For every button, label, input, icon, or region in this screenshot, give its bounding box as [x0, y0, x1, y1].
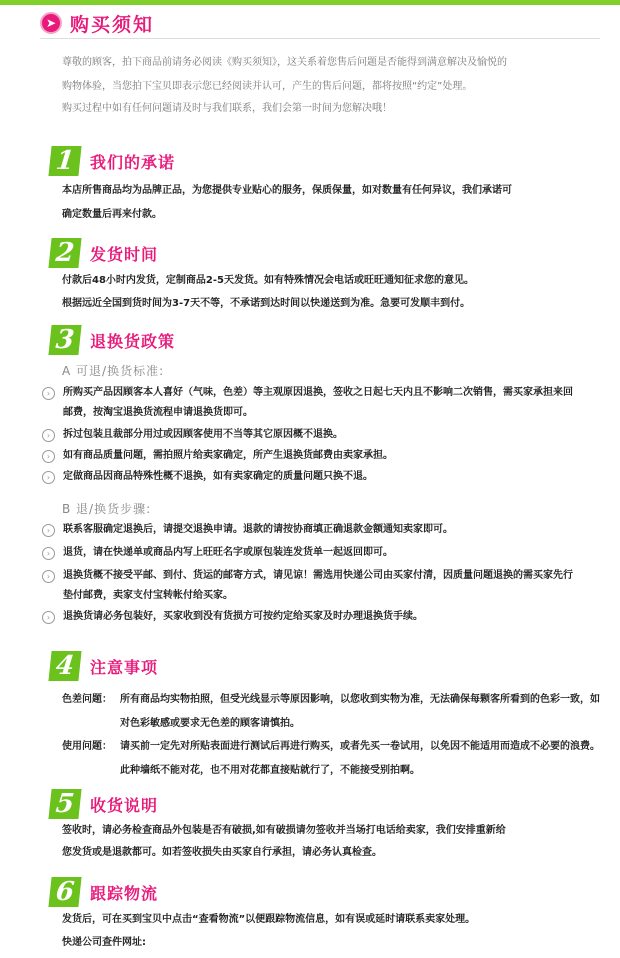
page-title: 购买须知 [70, 13, 155, 36]
header-divider [40, 38, 600, 39]
intro-line: 购物体验，当您拍下宝贝即表示您已经阅读并认可，产生的售后问题，都将按照“约定”处理。 [62, 81, 473, 92]
section-text: 确定数量后再来付款。 [62, 209, 162, 220]
intro-line: 购买过程中如有任何问题请及时与我们联系，我们会第一时间为您解决哦！ [62, 103, 392, 114]
chevron-right-icon: › [42, 547, 55, 560]
section-number: 3 [48, 325, 81, 355]
list-item-text: 退货，请在快递单或商品内写上旺旺名字或原包装连发货单一起返回即可。 [63, 547, 393, 558]
list-item-text: 退换货概不接受平邮、到付、货运的邮寄方式，请见谅！需选用快递公司由买家付清，因质量问题退换的需买家先行垫付邮费，卖家支付宝转帐付给买家。 [63, 570, 573, 601]
chevron-right-icon: › [42, 570, 55, 583]
section-text: 发货后，可在买到宝贝中点击“查看物流”以便跟踪物流信息，如有误或延时请联系卖家处理。 [62, 914, 476, 925]
section-text: 快递公司查件网址: [62, 937, 146, 948]
list-item [42, 520, 582, 540]
list-item [42, 446, 582, 466]
section-number: 2 [48, 238, 81, 268]
list-item [42, 566, 582, 606]
list-item-text: 如有商品质量问题，需拍照片给卖家确定，所产生退换货邮费由卖家承担。 [63, 450, 393, 461]
note-label: 使用问题： [62, 741, 112, 752]
note-text: 所有商品均实物拍照，但受光线显示等原因影响，以您收到实物为准，无法确保每颗客所看到的色彩一致，如对色彩敏感或要求无色差的顾客请慎拍。 [120, 694, 600, 729]
section-title: 发货时间 [90, 244, 159, 264]
section-header [50, 237, 158, 269]
section-header [50, 788, 158, 820]
section-title: 我们的承诺 [90, 152, 176, 172]
list-item-text: 所购买产品因顾客本人喜好（气味，色差）等主观原因退换，签收之日起七天内且不影响二次销售，需买家承担来回邮费，按淘宝退换货流程申请退换货即可。 [63, 387, 573, 418]
list-item-text: 退换货请必务包装好，买家收到没有货损方可按约定给买家及时办理退换货手续。 [63, 611, 423, 622]
section-text: 根据远近全国到货时间为3-7天不等，不承诺到达时间以快递送到为准。急要可发顺丰到付。 [62, 298, 471, 309]
section-title: 退换货政策 [90, 331, 176, 351]
list-item [42, 425, 582, 445]
list-item-text: 联系客服确定退换后，请提交退换申请。退款的请按协商填正确退款金额通知卖家即可。 [63, 524, 453, 535]
chevron-right-icon: › [42, 611, 55, 624]
section-header [50, 145, 175, 177]
note-label: 色差问题： [62, 694, 112, 705]
section-header [50, 650, 158, 682]
list-item [42, 383, 582, 423]
arrow-right-icon: ➤ [40, 12, 62, 34]
note-item [62, 688, 602, 736]
section-number: 1 [48, 146, 81, 176]
top-accent-bar [0, 0, 620, 5]
section-text: 本店所售商品均为品牌正品，为您提供专业贴心的服务，保质保量，如对数量有任何异议，我们承诺可 [62, 185, 512, 196]
subsection-heading: B 退/换货步骤: [62, 502, 152, 516]
chevron-right-icon: › [42, 524, 55, 537]
list-item [42, 543, 582, 563]
section-header [50, 324, 175, 356]
list-item-text: 定做商品因商品特殊性概不退换，如有卖家确定的质量问题只换不退。 [63, 471, 373, 482]
list-item [42, 467, 582, 487]
section-number: 4 [48, 651, 81, 681]
note-text: 请买前一定先对所贴表面进行测试后再进行购买，或者先买一卷试用，以免因不能适用而造成不必要的浪费。此种墙纸不能对花，也不用对花都直接贴就行了，不能接受别拍啊。 [120, 741, 600, 776]
list-item [42, 607, 582, 627]
section-header [50, 876, 158, 908]
section-title: 跟踪物流 [90, 883, 159, 903]
section-text: 付款后48小时内发货，定制商品2-5天发货。如有特殊情况会电话或旺旺通知征求您的意见。 [62, 275, 474, 286]
section-title: 注意事项 [90, 657, 159, 677]
section-text: 签收时，请必务检查商品外包装是否有破损,如有破损请勿签收并当场打电话给卖家，我们安排重新给 [62, 825, 506, 836]
list-item-text: 拆过包装且裁部分用过或因顾客使用不当等其它原因概不退换。 [63, 429, 343, 440]
note-item [62, 735, 602, 783]
intro-line: 尊敬的顾客，拍下商品前请务必阅读《购买须知》，这关系着您售后问题是否能得到满意解决及愉悦的 [62, 57, 507, 68]
subsection-heading: A 可退/换货标准: [62, 364, 165, 378]
section-number: 6 [48, 877, 81, 907]
chevron-right-icon: › [42, 387, 55, 400]
chevron-right-icon: › [42, 471, 55, 484]
page-header [40, 10, 154, 36]
section-text: 您发货或是退款都可。如若签收损失由买家自行承担，请必务认真检查。 [62, 847, 382, 858]
section-number: 5 [48, 789, 81, 819]
section-title: 收货说明 [90, 795, 159, 815]
chevron-right-icon: › [42, 450, 55, 463]
chevron-right-icon: › [42, 429, 55, 442]
